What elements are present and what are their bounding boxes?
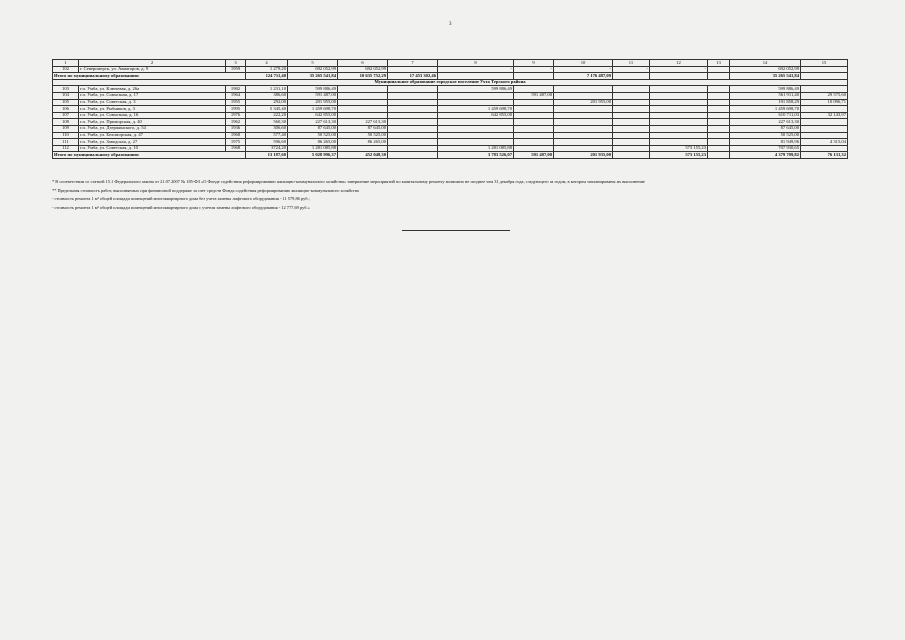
table-cell: 1 459 698,70: [288, 106, 338, 113]
table-cell: [801, 86, 848, 93]
table-cell: [613, 145, 650, 152]
table-cell: 50 525,00: [288, 132, 338, 139]
table-cell: 4: [246, 60, 288, 67]
table-cell: 87 645,00: [338, 125, 388, 132]
footnote-3: - стоимость ремонта 1 м² общей площади помещений многоквартирного дома без учета замены лифтового оборудования - 11 579,86 руб.;: [52, 196, 310, 202]
table-cell: [338, 92, 388, 99]
table-cell: 599 886,49: [730, 86, 801, 93]
table-cell: 111: [53, 139, 79, 146]
table-cell: [554, 132, 613, 139]
table-cell: 1968: [226, 145, 246, 152]
table-cell: 10 635 752,29: [338, 73, 388, 80]
table-cell: [438, 119, 514, 126]
table-cell: [514, 132, 554, 139]
table-cell: 17 453 302,46: [388, 73, 438, 80]
table-row: [53, 145, 848, 152]
table-cell: [338, 99, 388, 106]
table-cell: 201 955,00: [288, 99, 338, 106]
table-cell: Муниципальное образование городское поселение Ухта Терского района: [53, 79, 848, 86]
table-cell: [613, 125, 650, 132]
table-cell: 76 131,32: [801, 152, 848, 159]
table-cell: 102: [53, 66, 79, 73]
table-cell: [650, 132, 708, 139]
table-cell: г.п. Умба, ул. Ключевая, д. 26а: [79, 86, 226, 93]
footnotes: [52, 179, 852, 214]
table-cell: 13: [708, 60, 730, 67]
table-cell: 14: [730, 60, 801, 67]
table-cell: 692 052,99: [288, 66, 338, 73]
table-cell: 599 886,49: [438, 86, 514, 93]
table-cell: г.п. Умба, ул. Советская, д. 10: [79, 145, 226, 152]
table-cell: [554, 86, 613, 93]
registry-table: [52, 59, 848, 159]
table-cell: [554, 125, 613, 132]
table-cell: 591 487,00: [514, 152, 554, 159]
table-cell: [708, 125, 730, 132]
table-cell: 561 911,40: [730, 92, 801, 99]
table-cell: [613, 139, 650, 146]
table-cell: г.п. Умба, ул. Совхозная, д. 16: [79, 112, 226, 119]
table-cell: [708, 119, 730, 126]
table-cell: 10: [554, 60, 613, 67]
table-cell: [514, 73, 554, 80]
table-cell: [514, 99, 554, 106]
table-cell: 1936: [226, 125, 246, 132]
table-cell: [708, 99, 730, 106]
table-cell: 386,60: [246, 92, 288, 99]
table-cell: [388, 145, 438, 152]
table-cell: [613, 106, 650, 113]
subtotal-row: [53, 152, 848, 159]
footnote-4: - стоимость ремонта 1 м² общей площади помещений многоквартирного дома с учетом замены лифтового оборудования - 12 777,69 руб.»: [52, 205, 310, 211]
table-cell: [554, 106, 613, 113]
table-cell: 1 281 085,88: [288, 145, 338, 152]
table-cell: [613, 92, 650, 99]
table-cell: 1: [53, 60, 79, 67]
page-number: 3: [449, 22, 452, 27]
table-cell: [801, 73, 848, 80]
table-cell: 1995: [226, 106, 246, 113]
table-cell: 1964: [226, 92, 246, 99]
table-cell: 5 345,40: [246, 106, 288, 113]
table-cell: [388, 106, 438, 113]
table-cell: 599 886,49: [288, 86, 338, 93]
table-row: [53, 119, 848, 126]
table-cell: [338, 112, 388, 119]
table-row: [53, 132, 848, 139]
table-cell: 560,30: [246, 119, 288, 126]
table-cell: 2: [79, 60, 226, 67]
table-cell: 108: [53, 119, 79, 126]
table-cell: 292,00: [246, 99, 288, 106]
table-cell: 5: [288, 60, 338, 67]
table-cell: 222,20: [246, 112, 288, 119]
table-cell: 4 315,04: [801, 139, 848, 146]
table-row: [53, 99, 848, 106]
table-cell: 50 525,00: [338, 132, 388, 139]
table-cell: [388, 99, 438, 106]
table-cell: 10 096,71: [801, 99, 848, 106]
subtotal-row: [53, 73, 848, 80]
table-cell: 1 459 698,70: [730, 106, 801, 113]
table-cell: [801, 119, 848, 126]
table-cell: г. Северомерск, ул. Авиагоров, д. 9: [79, 66, 226, 73]
table-cell: г.п. Умба, ул. Беломорская, д. 47: [79, 132, 226, 139]
table-cell: 124 711,40: [246, 73, 288, 80]
table-cell: [650, 119, 708, 126]
table-cell: [801, 145, 848, 152]
table-cell: -: [514, 66, 554, 73]
table-cell: [708, 145, 730, 152]
table-cell: [388, 152, 438, 159]
table-cell: [514, 86, 554, 93]
table-cell: 12: [650, 60, 708, 67]
table-cell: 227 613,30: [288, 119, 338, 126]
table-cell: [613, 132, 650, 139]
table-cell: [338, 86, 388, 93]
table-cell: 3 783 526,07: [438, 152, 514, 159]
table-cell: -: [438, 66, 514, 73]
table-cell: [338, 145, 388, 152]
table-cell: [554, 92, 613, 99]
table-cell: 1982: [226, 86, 246, 93]
table-cell: Итого по муниципальному образованию:: [53, 73, 246, 80]
table-cell: 306,60: [246, 125, 288, 132]
table-cell: [514, 106, 554, 113]
table-cell: 596,60: [246, 139, 288, 146]
table-cell: 87 645,00: [288, 125, 338, 132]
table-cell: 6: [338, 60, 388, 67]
table-row: [53, 106, 848, 113]
table-cell: 5 028 996,37: [288, 152, 338, 159]
table-cell: г.п. Умба, ул. Заводская, д. 27: [79, 139, 226, 146]
table-cell: [514, 119, 554, 126]
table-cell: [438, 125, 514, 132]
table-cell: [650, 73, 708, 80]
table-cell: 13 187,60: [246, 152, 288, 159]
table-cell: 81 949,96: [730, 139, 801, 146]
table-cell: 1 279,20: [246, 66, 288, 73]
table-cell: [514, 145, 554, 152]
table-cell: [708, 152, 730, 159]
table-cell: 112: [53, 145, 79, 152]
table-cell: [801, 66, 848, 73]
table-cell: 1976: [226, 112, 246, 119]
table-cell: 104: [53, 92, 79, 99]
table-cell: 7: [388, 60, 438, 67]
table-cell: 107: [53, 112, 79, 119]
table-cell: 35 265 541,84: [288, 73, 338, 80]
table-cell: 103: [53, 86, 79, 93]
table-cell: 1 231,10: [246, 86, 288, 93]
table-cell: 692 052,99: [730, 66, 801, 73]
table-cell: 32 143,97: [801, 112, 848, 119]
table-cell: 201 955,00: [554, 99, 613, 106]
table-cell: [388, 92, 438, 99]
table-row: [53, 125, 848, 132]
table-cell: 452 048,30: [338, 152, 388, 159]
table-cell: г.п. Умба, ул. Советская, д. 3: [79, 99, 226, 106]
table-cell: г.п. Умба, ул. Рыбников, д. 3: [79, 106, 226, 113]
footnote-1: * В соответствии со статьей 15.1 Федерального закона от 21.07.2007 № 185-ФЗ «О Фонде содействия реформированию жилищно-коммунального хозяйства» завершение мероприятий по капитальному ремонту возможно не позднее чем 31 декабря года, следующего за годом, в котором запланированы их выполнение: [52, 179, 645, 184]
table-cell: 573 155,23: [650, 152, 708, 159]
table-cell: 105: [53, 99, 79, 106]
table-cell: [388, 139, 438, 146]
table-cell: [708, 86, 730, 93]
table-cell: 591 487,00: [514, 92, 554, 99]
table-cell: 1968: [226, 132, 246, 139]
table-cell: [554, 145, 613, 152]
table-cell: [388, 86, 438, 93]
table-cell: Итого по муниципальному образованию:: [53, 152, 246, 159]
table-cell: [338, 106, 388, 113]
table-cell: 191 858,29: [730, 99, 801, 106]
section-row: [53, 79, 848, 86]
table-row: [53, 92, 848, 99]
table-cell: 86 265,00: [338, 139, 388, 146]
table-cell: [708, 73, 730, 80]
table-cell: [514, 125, 554, 132]
table-cell: 577,40: [246, 132, 288, 139]
table-cell: г.п. Умба, ул. Приморская, д. 40: [79, 119, 226, 126]
table-cell: [554, 119, 613, 126]
table-cell: [801, 125, 848, 132]
table-cell: -: [554, 66, 613, 73]
footnote-2: ** Предельная стоимость работ, выполняемых при финансовой поддержке за счет средств Фонда содействия реформированию жилищно-коммунального хозяйства: [52, 187, 359, 193]
table-cell: 201 935,00: [554, 152, 613, 159]
table-cell: г.п. Умба, ул. Дзержинского, д. 54: [79, 125, 226, 132]
table-cell: [650, 92, 708, 99]
table-cell: [388, 66, 438, 73]
table-cell: [650, 86, 708, 93]
table-cell: 642 855,00: [438, 112, 514, 119]
header-row: [53, 60, 848, 67]
table-cell: [708, 139, 730, 146]
table-cell: 9: [514, 60, 554, 67]
table-cell: [438, 73, 514, 80]
table-cell: [613, 119, 650, 126]
table-cell: 87 645,00: [730, 125, 801, 132]
table-row: [53, 86, 848, 93]
table-cell: 7 176 487,09: [554, 73, 613, 80]
table-cell: [514, 139, 554, 146]
table-cell: [613, 86, 650, 93]
table-cell: 610 711,03: [730, 112, 801, 119]
table-cell: [613, 152, 650, 159]
table-cell: 11: [613, 60, 650, 67]
table-cell: [708, 112, 730, 119]
table-cell: 692 052,99: [338, 66, 388, 73]
table-cell: [438, 92, 514, 99]
table-cell: 1 459 698,70: [438, 106, 514, 113]
table-cell: [650, 112, 708, 119]
table-cell: [613, 73, 650, 80]
table-cell: 3724,20: [246, 145, 288, 152]
table-cell: 573 155,23: [650, 145, 708, 152]
table-cell: 15: [801, 60, 848, 67]
table-cell: [554, 112, 613, 119]
table-row: [53, 139, 848, 146]
table-cell: 707 930,65: [730, 145, 801, 152]
table-cell: 109: [53, 125, 79, 132]
table-cell: [650, 106, 708, 113]
table-cell: [708, 66, 730, 73]
table-cell: [708, 132, 730, 139]
table-cell: [388, 125, 438, 132]
closing-rule: [402, 230, 510, 231]
table-cell: 1955: [226, 99, 246, 106]
table-row: [53, 66, 848, 73]
table-cell: [438, 132, 514, 139]
table-cell: [650, 99, 708, 106]
table-cell: [554, 139, 613, 146]
table-cell: 1 281 085,88: [438, 145, 514, 152]
table-cell: -: [613, 66, 650, 73]
table-cell: [438, 139, 514, 146]
table-cell: [388, 119, 438, 126]
table-cell: 642 855,00: [288, 112, 338, 119]
table-cell: [650, 125, 708, 132]
table-cell: [613, 112, 650, 119]
table-cell: [388, 112, 438, 119]
table-cell: 227 613,30: [338, 119, 388, 126]
table-cell: [438, 99, 514, 106]
table-cell: 35 265 541,84: [730, 73, 801, 80]
table-cell: 1975: [226, 139, 246, 146]
table-cell: 29 575,60: [801, 92, 848, 99]
table-row: [53, 112, 848, 119]
table-cell: [708, 106, 730, 113]
table-cell: [801, 132, 848, 139]
table-cell: г.п. Умба, ул. Совхозная, д. 17: [79, 92, 226, 99]
table-cell: 227 613,30: [730, 119, 801, 126]
table-cell: [650, 139, 708, 146]
table-cell: [708, 92, 730, 99]
table-cell: 591 487,00: [288, 92, 338, 99]
table-cell: 1959: [226, 66, 246, 73]
table-cell: 110: [53, 132, 79, 139]
table-cell: 8: [438, 60, 514, 67]
table-cell: 50 525,00: [730, 132, 801, 139]
table-cell: [388, 132, 438, 139]
table-cell: [801, 106, 848, 113]
table-cell: -: [650, 66, 708, 73]
table-cell: 86 265,00: [288, 139, 338, 146]
table-cell: 3: [226, 60, 246, 67]
table-cell: [514, 112, 554, 119]
table-cell: 4 379 709,82: [730, 152, 801, 159]
table-cell: 106: [53, 106, 79, 113]
table-cell: 1962: [226, 119, 246, 126]
table-cell: [613, 99, 650, 106]
